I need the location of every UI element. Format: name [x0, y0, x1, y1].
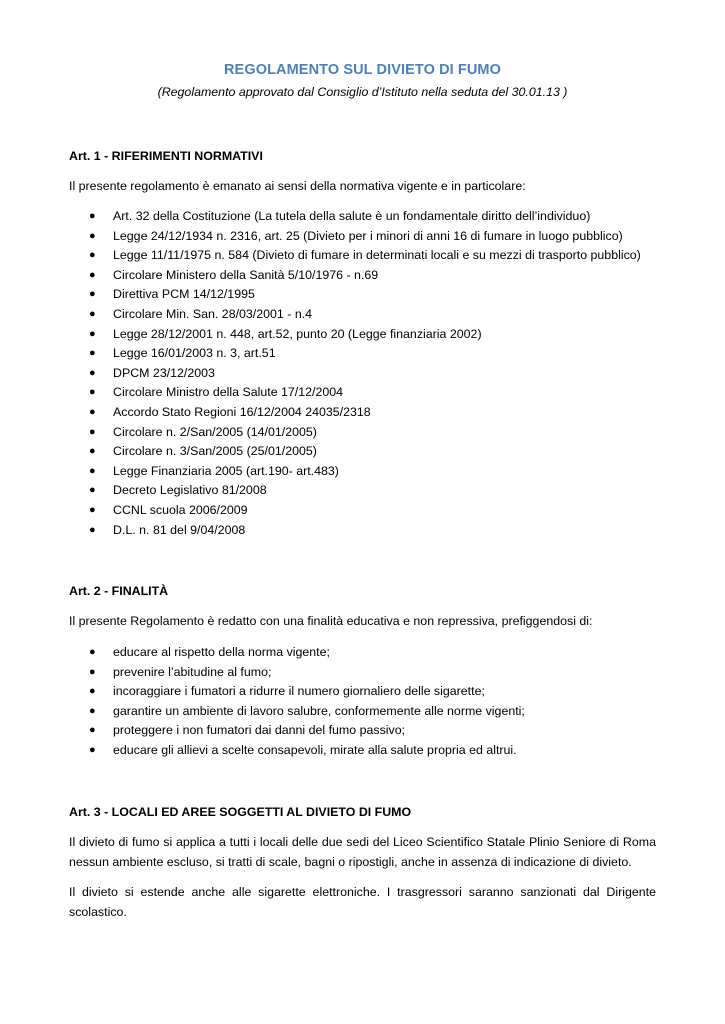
reference-item-text: DPCM 23/12/2003	[113, 365, 215, 380]
art3-paragraph-1: Il divieto di fumo si applica a tutti i locali delle due sedi del Liceo Scientifico Statale Plinio Seniore di Roma nessun ambiente escluso, si tratti di scale, bagni o ripostigli, anche in assenza di indicazione di divieto.	[69, 835, 656, 869]
bullet-icon: ●	[89, 366, 96, 379]
document-title: REGOLAMENTO SUL DIVIETO DI FUMO	[223, 62, 501, 78]
reference-item	[69, 383, 669, 403]
reference-item	[69, 344, 669, 364]
bullet-icon: ●	[89, 249, 96, 262]
bullet-icon: ●	[89, 646, 96, 658]
bullet-icon: ●	[89, 229, 96, 242]
art1-heading: Art. 1 - RIFERIMENTI NORMATIVI	[69, 149, 263, 163]
reference-item	[69, 207, 669, 227]
reference-item-text: Circolare Ministro della Salute 17/12/2004	[113, 385, 344, 400]
reference-item	[69, 501, 669, 521]
art1-reference-list	[69, 207, 669, 540]
reference-item-text: Accordo Stato Regioni 16/12/2004 24035/2318	[113, 404, 371, 419]
bullet-icon: ●	[89, 210, 96, 222]
bullet-icon: ●	[89, 665, 96, 678]
reference-item-text: Legge 24/12/1934 n. 2316, art. 25 (Divieto per i minori di anni 16 di fumare in luogo pubblico)	[113, 228, 623, 243]
art2-purpose-list	[69, 643, 669, 761]
reference-item	[69, 403, 669, 423]
reference-item	[69, 462, 669, 482]
reference-item-text: Direttiva PCM 14/12/1995	[113, 287, 255, 302]
purpose-item	[69, 682, 669, 702]
purpose-item	[69, 702, 669, 722]
reference-item-text: CCNL scuola 2006/2009	[113, 502, 248, 517]
bullet-icon: ●	[89, 743, 96, 756]
bullet-icon: ●	[89, 484, 96, 497]
reference-item-text: Decreto Legislativo 81/2008	[113, 483, 267, 498]
reference-item-text: Legge 16/01/2003 n. 3, art.51	[113, 346, 276, 361]
reference-item	[69, 521, 669, 541]
bullet-icon: ●	[89, 347, 96, 360]
bullet-icon: ●	[89, 327, 96, 340]
reference-item-text: Legge 11/11/1975 n. 584 (Divieto di fumare in determinati locali e su mezzi di trasporto pubblico)	[113, 248, 641, 263]
reference-item-text: Legge 28/12/2001 n. 448, art.52, punto 20 (Legge finanziaria 2002)	[113, 326, 482, 341]
purpose-item-text: educare al rispetto della norma vigente;	[113, 645, 330, 659]
reference-item	[69, 285, 669, 305]
bullet-icon: ●	[89, 724, 96, 737]
bullet-icon: ●	[89, 685, 96, 698]
purpose-item-text: incoraggiare i fumatori a ridurre il numero giornaliero delle sigarette;	[113, 684, 485, 699]
reference-item	[69, 227, 669, 247]
bullet-icon: ●	[89, 503, 96, 516]
reference-item	[69, 423, 669, 443]
reference-item	[69, 481, 669, 501]
bullet-icon: ●	[89, 523, 96, 536]
art2-heading: Art. 2 - FINALITÀ	[69, 584, 169, 598]
bullet-icon: ●	[89, 425, 96, 438]
bullet-icon: ●	[89, 405, 96, 418]
reference-item	[69, 305, 669, 325]
purpose-item-text: garantire un ambiente di lavoro salubre, conformemente alle norme vigenti;	[113, 703, 525, 718]
bullet-icon: ●	[89, 268, 96, 281]
reference-item	[69, 266, 669, 286]
art3-paragraph-2: Il divieto si estende anche alle sigarette elettroniche. I trasgressori saranno sanzionati dal Dirigente scolastico.	[69, 885, 656, 919]
reference-item	[69, 246, 669, 266]
reference-item	[69, 364, 669, 384]
purpose-item	[69, 643, 669, 663]
bullet-icon: ●	[89, 464, 96, 477]
art3-heading: Art. 3 - LOCALI ED AREE SOGGETTI AL DIVIETO DI FUMO	[69, 805, 412, 819]
reference-item	[69, 325, 669, 345]
reference-item-text: Art. 32 della Costituzione (La tutela della salute è un fondamentale diritto dell’individuo)	[113, 209, 591, 223]
reference-item-text: Circolare Min. San. 28/03/2001 - n.4	[113, 306, 313, 321]
purpose-item	[69, 741, 669, 761]
reference-item-text: Legge Finanziaria 2005 (art.190- art.483)	[113, 463, 339, 478]
art2-intro: Il presente Regolamento è redatto con una finalità educativa e non repressiva, prefiggendosi di:	[69, 614, 593, 628]
document-subtitle: (Regolamento approvato dal Consiglio d’Istituto nella seduta del 30.01.13 )	[157, 85, 568, 99]
reference-item-text: Circolare n. 2/San/2005 (14/01/2005)	[113, 424, 317, 439]
bullet-icon: ●	[89, 445, 96, 458]
reference-item	[69, 442, 669, 462]
bullet-icon: ●	[89, 288, 96, 301]
purpose-item-text: educare gli allievi a scelte consapevoli, mirate alla salute propria ed altrui.	[113, 742, 517, 757]
reference-item-text: Circolare n. 3/San/2005 (25/01/2005)	[113, 444, 317, 459]
purpose-item-text: prevenire l’abitudine al fumo;	[113, 664, 272, 679]
purpose-item	[69, 663, 669, 683]
reference-item-text: D.L. n. 81 del 9/04/2008	[113, 522, 246, 537]
purpose-item-text: proteggere i non fumatori dai danni del fumo passivo;	[113, 723, 406, 738]
bullet-icon: ●	[89, 386, 96, 399]
reference-item-text: Circolare Ministero della Sanità 5/10/1976 - n.69	[113, 267, 379, 282]
bullet-icon: ●	[89, 704, 96, 717]
art1-intro: Il presente regolamento è emanato ai sensi della normativa vigente e in particolare:	[69, 179, 526, 193]
purpose-item	[69, 721, 669, 741]
bullet-icon: ●	[89, 307, 96, 320]
